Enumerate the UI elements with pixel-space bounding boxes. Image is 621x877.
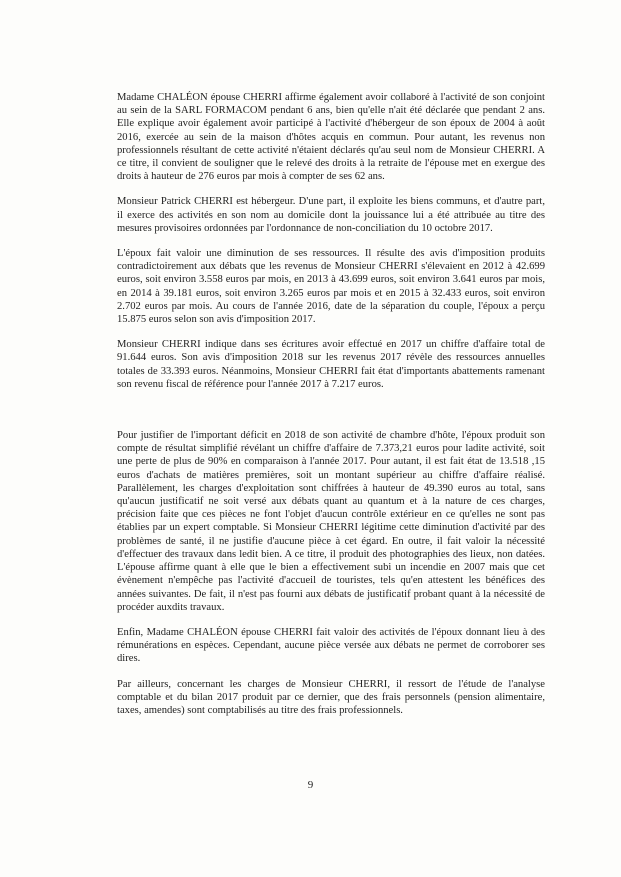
- page-number: 9: [307, 779, 314, 791]
- paragraph-diminution-ressources: L'époux fait valoir une diminution de ses ressources. Il résulte des avis d'imposition produits contradictoirement aux débats que les revenus de Monsieur CHERRI s'élevaient en 2012 à 42.699 euros, soit environ 3.558 euros par mois, en 2013 à 43.699 euros, soit environ 3.641 euros par mois, en 2014 à 39.181 euros, soit environ 3.265 euros par mois et en 2015 à 32.433 euros, soit environ 2.702 euros par mois. Au cours de l'année 2016, date de la séparation du couple, l'époux a perçu 15.875 euros selon son avis d'imposition 2017.: [117, 248, 545, 326]
- document-body: [117, 91, 545, 717]
- paragraph-epouse-collaboration: Madame CHALÉON épouse CHERRI affirme également avoir collaboré à l'activité de son conjoint au sein de la SARL FORMACOM pendant 6 ans, bien qu'elle n'ait été déclarée que pendant 2 ans. Elle explique avoir également avoir participé à l'activité d'hébergeur de son époux de 2004 à août 2016, exercée au sein de la maison d'hôtes acquis en commun. Pour autant, les revenus non professionnels résultant de cette activité n'étaient déclarés qu'au seul nom de Monsieur CHERRI. A ce titre, il convient de souligner que le relevé des droits à la retraite de l'épouse met en exergue des droits à hauteur de 276 euros par mois à compter de ses 62 ans.: [117, 92, 545, 183]
- paragraph-epoux-hebergeur: Monsieur Patrick CHERRI est hébergeur. D'une part, il exploite les biens communs, et d'autre part, il exerce des activités en son nom au domicile dont la jouissance lui a été attribuée au titre des mesures provisoires ordonnées par l'ordonnance de non-conciliation du 10 octobre 2017.: [117, 196, 545, 234]
- paragraph-deficit-2018: Pour justifier de l'important déficit en 2018 de son activité de chambre d'hôte, l'époux produit son compte de résultat simplifié révélant un chiffre d'affaire de 7.373,21 euros pour ladite activité, soit une perte de plus de 90% en comparaison à l'année 2017. Pour autant, il est fait état de 13.518 ,15 euros d'achats de matières premières, soit un montant supérieur au chiffre d'affaire réalisé. Parallèlement, les charges d'exploitation sont chiffrées à hauteur de 49.390 euros au total, sans qu'aucun justificatif ne soit versé aux débats quant au quantum et à la nature de ces charges, précision faite que ces pièces ne font l'objet d'aucun contrôle extérieur en ce qu'elles ne sont pas établies par un expert comptable. Si Monsieur CHERRI légitime cette diminution d'activité par des problèmes de santé, il ne justifie d'aucune pièce à cet égard. En outre, il fait valoir la nécessité d'effectuer des travaux dans ledit bien. A ce titre, il produit des photographies des lieux, non datées. L'épouse affirme quant à elle que le bien a effectivement subi un incendie en 2007 mais que cet évènement n'empêche pas l'activité d'accueil de touristes, tels qu'en attestent les bénéfices des années suivantes. De fait, il n'est pas fourni aux débats de justificatif probant quant à la nécessité de procéder auxdits travaux.: [117, 430, 545, 613]
- paragraph-charges-epoux: Par ailleurs, concernant les charges de Monsieur CHERRI, il ressort de l'étude de l'analyse comptable et du bilan 2017 produit par ce dernier, que des frais personnels (pension alimentaire, taxes, amendes) sont comptabilisés au titre des frais professionnels.: [117, 678, 545, 716]
- paragraph-chiffre-affaire-2017: Monsieur CHERRI indique dans ses écritures avoir effectué en 2017 un chiffre d'affaire total de 91.644 euros. Son avis d'imposition 2018 sur les revenus 2017 révèle des ressources annuelles totales de 33.393 euros. Néanmoins, Monsieur CHERRI fait état d'importants abattements ramenant son revenu fiscal de référence pour l'année 2017 à 7.217 euros.: [117, 339, 545, 390]
- paragraph-remunerations-especes: Enfin, Madame CHALÉON épouse CHERRI fait valoir des activités de l'époux donnant lieu à des rémunérations en espèces. Cependant, aucune pièce versée aux débats ne permet de corroborer ses dires.: [117, 626, 545, 665]
